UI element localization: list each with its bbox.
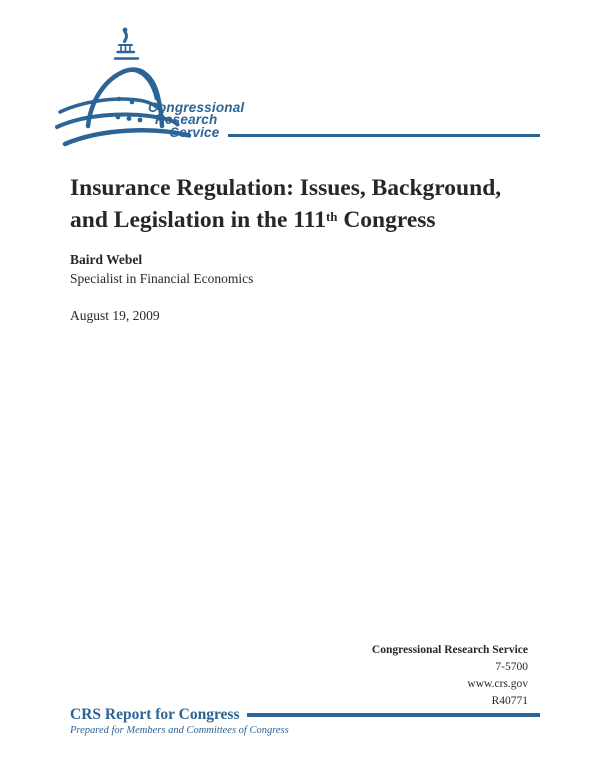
- logo-word-research: Research: [155, 112, 218, 128]
- footer-row: [70, 706, 540, 724]
- title-superscript: th: [325, 208, 338, 224]
- footer-rule: [247, 713, 541, 717]
- info-report-number: R40771: [491, 695, 528, 707]
- report-date: August 19, 2009: [70, 308, 160, 323]
- title-line-1: Insurance Regulation: Issues, Background,: [70, 175, 502, 201]
- logo-word-congressional: Congressional: [148, 100, 245, 115]
- logo-word-service: Service: [170, 124, 220, 140]
- info-org: Congressional Research Service: [371, 644, 528, 656]
- info-phone: 7-5700: [495, 661, 528, 673]
- author-role: Specialist in Financial Economics: [70, 271, 254, 286]
- info-website: www.crs.gov: [467, 678, 528, 690]
- footer-tagline: Prepared for Members and Committees of Congress: [70, 725, 289, 736]
- footer-banner: CRS Report for Congress: [70, 706, 240, 723]
- info-block: [372, 642, 528, 710]
- header-rule: [228, 134, 540, 137]
- report-title: [70, 172, 550, 239]
- title-line-2: and Legislation in the 111th Congress: [70, 207, 436, 233]
- author-name: Baird Webel: [70, 252, 143, 267]
